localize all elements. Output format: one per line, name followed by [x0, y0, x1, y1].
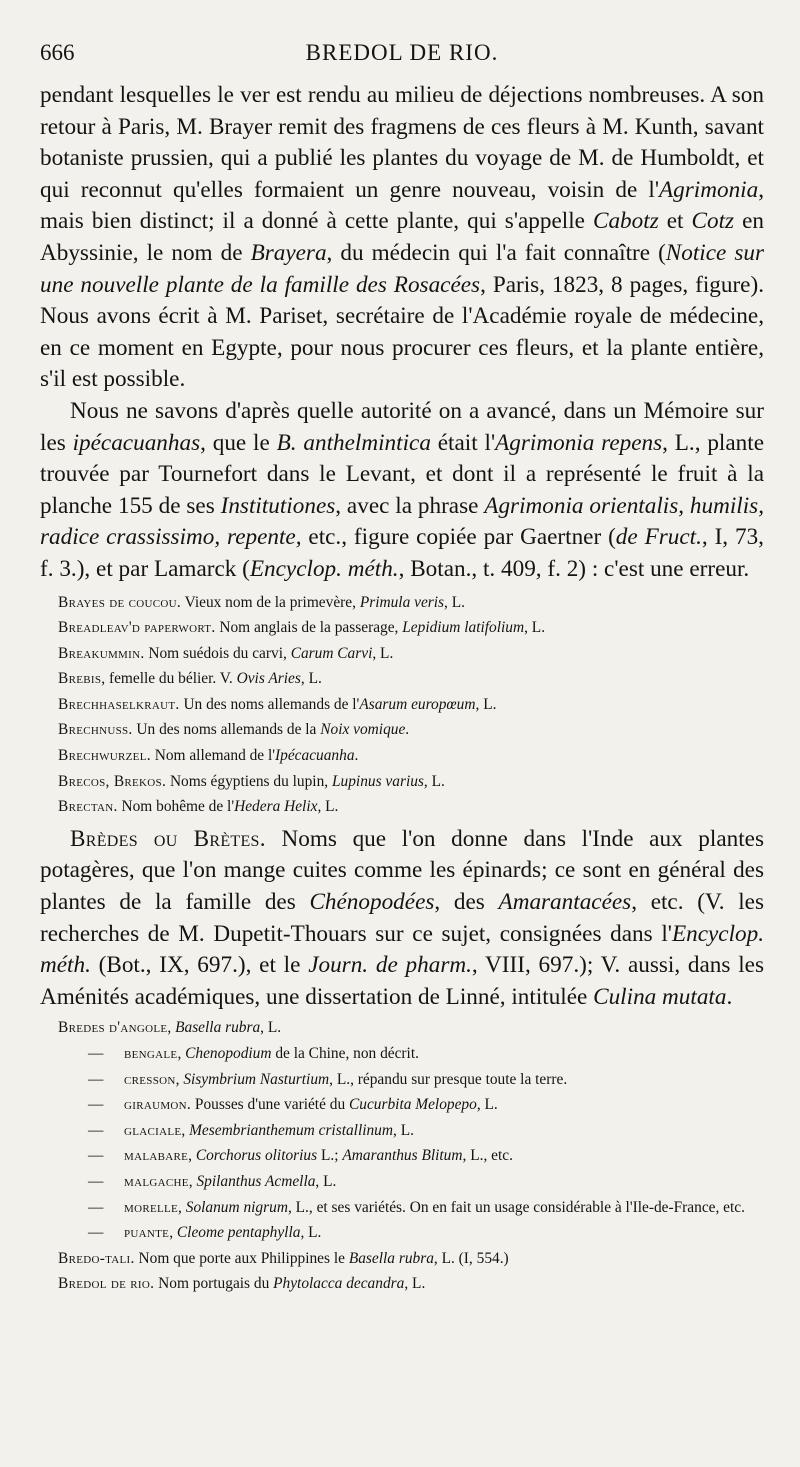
entry-headword: Breadleav'd paperwort.	[58, 619, 216, 637]
text-run: de la Chine, non décrit.	[271, 1045, 419, 1062]
italic-text: Primula veris	[359, 593, 445, 611]
italic-text: Noix vomique	[320, 721, 406, 739]
text-run: , L.	[423, 772, 445, 790]
text-run: ,	[177, 1045, 186, 1062]
text-run: , L. (I, 554.)	[433, 1249, 509, 1267]
italic-text: Cucurbita Melopepo	[349, 1096, 477, 1114]
text-run: Nom bohême de l'	[117, 798, 235, 816]
italic-text: Spilanthus Acmella	[196, 1172, 316, 1190]
text-run: Un des noms allemands de la	[132, 721, 321, 739]
bredes-subentry	[40, 1169, 764, 1195]
entry-headword: Brayes de coucou.	[58, 593, 182, 611]
text-run: Pousses d'une variété du	[191, 1096, 349, 1114]
paragraph-brayera	[40, 80, 764, 396]
text-run: ,	[181, 1121, 190, 1139]
ditto-dash: —	[88, 1070, 104, 1088]
text-run: ,	[167, 1019, 176, 1037]
text-run: Nom anglais de la passerage,	[215, 619, 403, 637]
text-run: , mais bien distinct; il a donné à cette plante, qui s'appelle	[40, 176, 764, 235]
text-run: Nom que porte aux Philippines le	[134, 1249, 349, 1267]
bredes-subentry	[40, 1067, 764, 1093]
entries-list-1	[40, 590, 764, 820]
entry-headword: Brebis	[58, 670, 102, 688]
italic-text: Corchorus olitorius	[195, 1147, 318, 1165]
italic-text: Encyclop. méth.	[249, 555, 399, 582]
entry-headword: Bredo-tali.	[58, 1249, 135, 1267]
text-run: , L.	[300, 670, 322, 688]
bredes-angole-entry	[40, 1015, 764, 1041]
entry-headword: Brechnuss.	[58, 721, 133, 739]
italic-text: Ipécacuanha	[275, 747, 355, 765]
entry-headword: Brechwurzel.	[58, 747, 151, 765]
italic-text: Chenopodium	[185, 1045, 272, 1062]
entry-headword: Breakummin.	[58, 644, 145, 662]
bredes-subentries	[40, 1041, 764, 1246]
entry-headword: malgache	[124, 1172, 189, 1190]
text-run: Noms que l'on donne dans l'Inde aux plantes potagères, que l'on mange cuites comme les épinards; ce sont en général des plantes de la famille des	[40, 825, 764, 916]
italic-text: Basella rubra	[348, 1249, 434, 1267]
ditto-dash: —	[88, 1096, 104, 1114]
italic-text: Hedera Helix	[234, 798, 318, 816]
text-run: Un des noms allemands de l'	[179, 695, 360, 713]
dictionary-entry	[40, 769, 764, 795]
text-run: ,	[169, 1224, 177, 1242]
italic-text: Sisymbrium Nasturtium	[183, 1070, 330, 1088]
text-run: .	[726, 983, 733, 1010]
ditto-dash: —	[88, 1147, 104, 1165]
bredes-subentry	[40, 1220, 764, 1246]
ditto-dash: —	[88, 1198, 104, 1216]
text-run: , L.	[476, 1096, 498, 1114]
text-run: ,	[188, 1172, 197, 1190]
entry-headword: cresson	[124, 1070, 176, 1088]
italic-text: Culina mutata	[593, 983, 727, 1010]
text-run: ,	[188, 1147, 196, 1165]
ditto-dash: —	[88, 1172, 104, 1190]
bredes-subentry	[40, 1143, 764, 1169]
entry-headword: glaciale	[124, 1121, 182, 1139]
text-run: Nous ne savons d'après quelle autorité on a avancé, dans un Mémoire sur les	[40, 397, 764, 456]
entry-headword: Brectan.	[58, 798, 118, 816]
italic-text: Solanum nigrum	[185, 1198, 288, 1216]
text-run: , femelle du bélier. V.	[101, 670, 237, 688]
entry-headword: Brechhaselkraut.	[58, 695, 180, 713]
italic-text: Basella rubra	[175, 1019, 261, 1037]
dictionary-entry	[40, 666, 764, 692]
running-head: BREDOL DE RIO.	[305, 40, 499, 65]
text-run: , Paris, 1823, 8 pages, figure). Nous avons écrit à M. Pariset, secrétaire de l'Académie royale de médecine, en ce moment en Egypte, pour nous procurer ces fleurs, et la plante entière, s'il est possible.	[40, 271, 764, 393]
paragraph-bredes	[40, 824, 764, 1014]
text-run: , L., plante trouvée par Tournefort dans le Levant, et dont il a représenté le fruit à la planche 155 de ses	[40, 429, 764, 519]
italic-text: Notice sur une nouvelle plante de la famille des Rosacées	[40, 239, 765, 298]
text-run: Noms égyptiens du lupin,	[166, 772, 332, 790]
text-run: , du médecin qui l'a fait connaître (	[326, 239, 666, 266]
text-run: ,	[175, 1070, 184, 1088]
italic-text: Amarantacées	[498, 889, 632, 916]
italic-text: Amaranthus Blitum	[342, 1147, 463, 1165]
text-run: , L.	[444, 593, 465, 611]
text-run: , L.	[372, 644, 394, 662]
bredes-subentry	[40, 1041, 764, 1067]
italic-text: Carum Carvi	[290, 644, 373, 662]
page-number: 666	[40, 40, 75, 65]
italic-text: Brayera	[250, 239, 327, 266]
text-run: , L., etc.	[462, 1147, 513, 1165]
italic-text: Agrimonia orientalis, humilis, radice crassissimo, repente,	[40, 492, 764, 551]
entry-headword: morelle	[124, 1198, 179, 1216]
entries-list-2	[40, 1246, 764, 1297]
italic-text: B. anthelmintica	[276, 429, 431, 456]
dictionary-entry	[40, 590, 764, 616]
dictionary-entry	[40, 743, 764, 769]
italic-text: Lupinus varius	[331, 772, 424, 790]
text-run: , L.	[317, 798, 339, 816]
dictionary-entry	[40, 717, 764, 743]
italic-text: Encyclop. méth.	[40, 920, 764, 979]
entry-headword: Brecos, Brekos.	[58, 772, 167, 790]
italic-text: Chénopodées	[309, 889, 435, 916]
text-run: L.;	[317, 1147, 343, 1165]
italic-text: Cleome pentaphylla	[176, 1224, 301, 1242]
entry-headword: Brèdes ou Brètes.	[70, 825, 266, 852]
entry-headword: giraumon.	[124, 1096, 192, 1114]
italic-text: Cabotz	[593, 208, 659, 235]
italic-text: Agrimonia	[659, 176, 759, 203]
italic-text: de Fruct.	[615, 524, 702, 551]
italic-text: Journ. de pharm.	[308, 952, 472, 979]
dictionary-entry	[40, 1246, 764, 1272]
dictionary-entry	[40, 615, 764, 641]
bredes-subentry	[40, 1118, 764, 1144]
page-header	[40, 40, 764, 80]
text-run: Vieux nom de la primevère,	[181, 593, 360, 611]
text-run: , L., et ses variétés. On en fait un usage considérable à l'Ile-de-France, etc.	[287, 1198, 745, 1216]
text-run: , L., répandu sur presque toute la terre.	[329, 1070, 568, 1088]
dictionary-entry	[40, 794, 764, 820]
paragraph-agrimonia	[40, 396, 764, 586]
italic-text: Institutiones	[220, 492, 336, 519]
ditto-dash: —	[88, 1121, 104, 1139]
italic-text: Agrimonia repens	[495, 429, 663, 456]
text-run: et	[658, 208, 692, 235]
text-run: , L.	[260, 1019, 282, 1037]
text-run: (Bot., IX, 697.), et le	[90, 952, 309, 979]
text-run: , Botan., t. 409, f. 2) : c'est une erreur.	[398, 555, 750, 582]
bredes-subentry	[40, 1195, 764, 1221]
text-run: , etc. (V. les recherches de M. Dupetit-Thouars sur ce sujet, consignées dans l'	[40, 889, 764, 947]
entry-headword: Bredes d'angole	[58, 1019, 168, 1037]
text-run: Nom portugais du	[154, 1275, 274, 1293]
text-run: , des	[434, 889, 499, 916]
entry-headword: Bredol de rio.	[58, 1275, 155, 1293]
italic-text: Lepidium latifolium	[402, 619, 525, 637]
dictionary-entry	[40, 692, 764, 718]
text-run: , L.	[393, 1121, 414, 1139]
text-run: , L.	[404, 1275, 426, 1293]
entry-headword: bengale	[124, 1045, 178, 1062]
text-run: , VIII, 697.); V. aussi, dans les Aménités académiques, une dissertation de Linné, intitulée	[40, 952, 764, 1010]
ditto-dash: —	[88, 1045, 104, 1062]
dictionary-entry	[40, 641, 764, 667]
entry-headword: malabare	[124, 1147, 189, 1165]
italic-text: Ovis Aries	[236, 670, 301, 688]
text-run: etc., figure copiée par Gaertner (	[301, 524, 616, 551]
text-run: , L.	[315, 1172, 337, 1190]
text-run: , avec la phrase	[335, 492, 485, 519]
text-run: , que le	[200, 429, 277, 456]
text-run: ,	[178, 1198, 186, 1216]
text-run: en Abyssinie, le nom de	[40, 208, 765, 266]
italic-text: Asarum europœum	[359, 695, 476, 713]
text-run: , I, 73, f. 3.), et par Lamarck (	[40, 524, 764, 582]
text-run: .	[354, 747, 359, 765]
italic-text: Phytolacca decandra	[273, 1275, 405, 1293]
italic-text: Cotz	[691, 208, 735, 235]
text-run: Nom allemand de l'	[150, 747, 276, 765]
text-run: pendant lesquelles le ver est rendu au milieu de déjections nombreuses. A son retour à Paris, M. Brayer remit des fragmens de ces fleurs à M. Kunth, savant botaniste prussien, qui a publié les plantes du voyage de M. de Humboldt, et qui reconnut qu'elles formaient un genre nouveau, voisin de l'	[40, 82, 764, 203]
text-run: était l'	[430, 429, 496, 456]
dictionary-entry	[40, 1271, 764, 1297]
ditto-dash: —	[88, 1224, 104, 1242]
entry-headword: puante	[124, 1224, 170, 1242]
text-run: , L.	[475, 695, 497, 713]
text-run: , L.	[524, 619, 546, 637]
text-run: , L.	[300, 1224, 322, 1242]
bredes-subentry	[40, 1092, 764, 1118]
text-run: Nom suédois du carvi,	[144, 644, 291, 662]
italic-text: ipécacuanhas	[72, 429, 201, 456]
italic-text: Mesembrianthemum cristallinum	[189, 1121, 393, 1139]
text-run: .	[405, 721, 410, 739]
